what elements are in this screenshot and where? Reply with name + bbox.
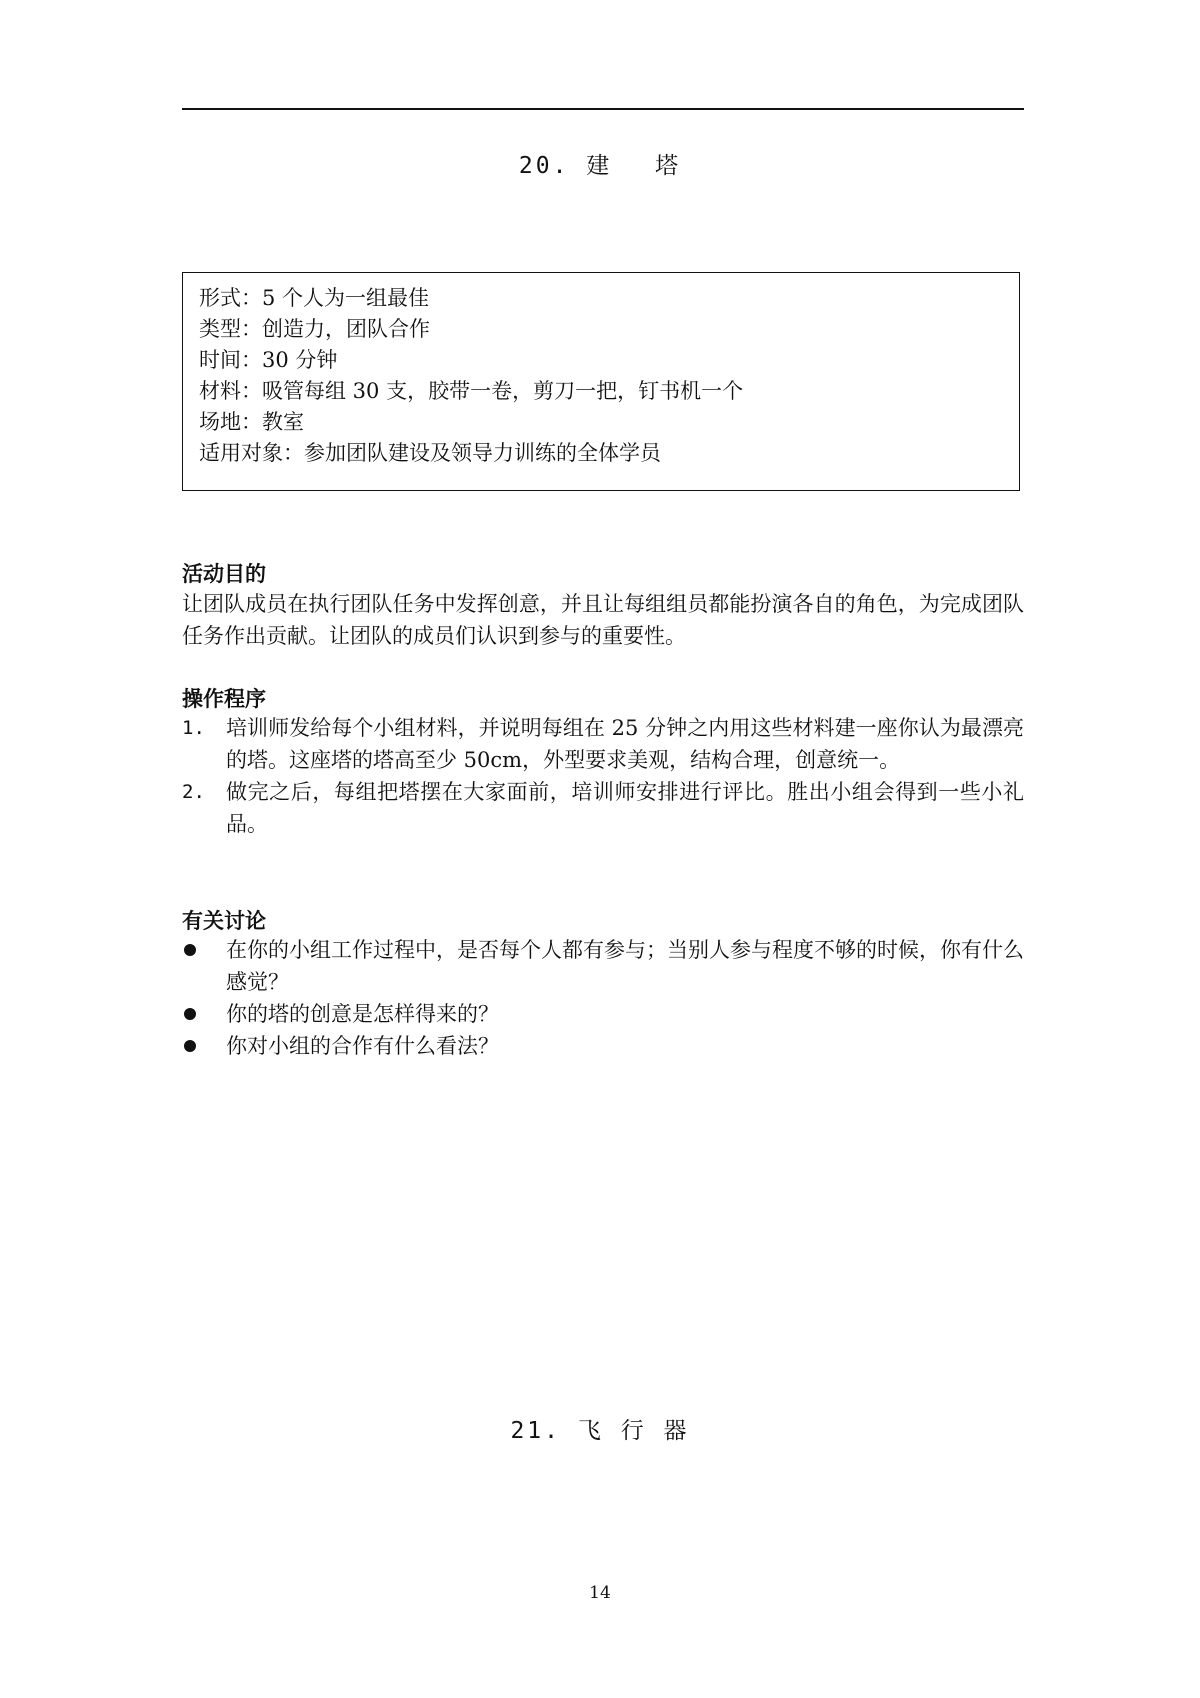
bullet-icon <box>184 944 196 956</box>
discussion-item <box>182 934 1024 998</box>
section-title-21: 21. 飞 行 器 <box>510 1418 690 1444</box>
header-rule <box>182 108 1024 110</box>
procedure-heading: 操作程序 <box>182 687 266 711</box>
step-number: 2. <box>182 781 205 803</box>
info-venue: 场地：教室 <box>199 410 304 434</box>
discussion-text: 你的塔的创意是怎样得来的？ <box>226 1002 499 1026</box>
info-time: 时间：30 分钟 <box>199 348 338 372</box>
purpose-heading: 活动目的 <box>182 562 266 586</box>
discussion-item <box>182 1030 1024 1062</box>
procedure-step <box>182 776 1024 840</box>
discussion-text: 你对小组的合作有什么看法？ <box>226 1034 499 1058</box>
discussion-text: 在你的小组工作过程中，是否每个人都有参与；当别人参与程度不够的时候，你有什么感觉？ <box>226 938 1024 994</box>
discussion-list <box>182 934 1024 1062</box>
info-format: 形式：5 个人为一组最佳 <box>199 286 430 310</box>
info-materials: 材料：吸管每组 30 支，胶带一卷，剪刀一把，钉书机一个 <box>199 379 744 403</box>
info-audience: 适用对象：参加团队建设及领导力训练的全体学员 <box>199 441 661 465</box>
info-box <box>182 272 1020 491</box>
section-title-20: 20. 建 塔 <box>518 153 682 179</box>
step-number: 1. <box>182 717 205 739</box>
procedure-step <box>182 712 1024 776</box>
purpose-text: 让团队成员在执行团队任务中发挥创意，并且让每组组员都能扮演各自的角色，为完成团队任务作出贡献。让团队的成员们认识到参与的重要性。 <box>182 592 1024 648</box>
step-text: 做完之后，每组把塔摆在大家面前，培训师安排进行评比。胜出小组会得到一些小礼品。 <box>226 780 1024 836</box>
step-text: 培训师发给每个小组材料，并说明每组在 25 分钟之内用这些材料建一座你认为最漂亮的塔。这座塔的塔高至少 50cm，外型要求美观，结构合理，创意统一。 <box>226 716 1024 772</box>
bullet-icon <box>184 1040 196 1052</box>
info-type: 类型：创造力，团队合作 <box>199 317 430 341</box>
discussion-item <box>182 998 1024 1030</box>
bullet-icon <box>184 1008 196 1020</box>
discussion-heading: 有关讨论 <box>182 909 266 933</box>
procedure-list <box>182 712 1024 840</box>
page-number: 14 <box>589 1583 611 1603</box>
